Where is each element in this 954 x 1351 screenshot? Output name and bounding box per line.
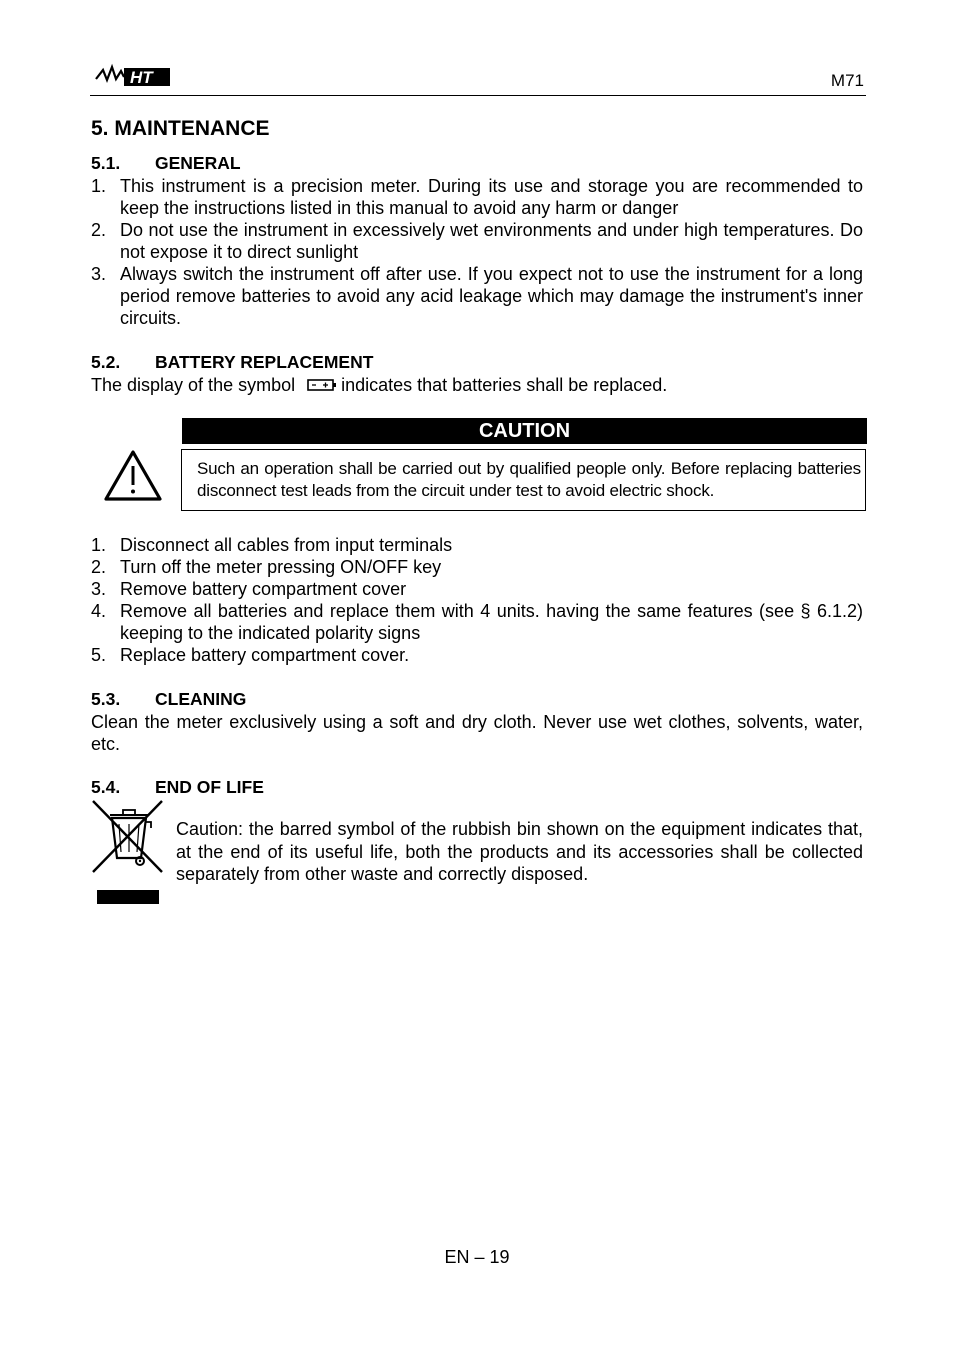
list-item: 1. Disconnect all cables from input terminals [91, 535, 453, 555]
warning-triangle-icon [103, 449, 163, 502]
list-item: 4. Remove all batteries and replace them with 4 units. having the same features (see § 6.1.2) keeping to the indicated polarity signs [91, 601, 863, 643]
section-heading-cleaning [91, 689, 246, 710]
section-number: 5.1. [91, 153, 121, 173]
caution-title: CAUTION [182, 418, 867, 444]
general-list [91, 175, 863, 329]
section-title: BATTERY REPLACEMENT [155, 352, 374, 372]
section-number: 5.2. [91, 352, 121, 372]
caution-box [181, 449, 866, 511]
list-item: 1. This instrument is a precision meter. During its use and storage you are recommended to keep the instructions listed in this manual to avoid any harm or danger [91, 176, 863, 218]
list-item: 2. Turn off the meter pressing ON/OFF key [91, 557, 442, 577]
svg-text:HT: HT [130, 68, 153, 87]
section-number: 5.3. [91, 689, 121, 709]
caution-text: Such an operation shall be carried out by qualified people only. Before replacing batteries disconnect test leads from the circuit under test to avoid electric shock. [197, 459, 861, 500]
section-number: 5.4. [91, 777, 121, 797]
page-number: EN – 19 [444, 1247, 510, 1267]
list-item: 3. Always switch the instrument off after use. If you expect not to use the instrument for a long period remove batteries to avoid any acid leakage which may damage the instrument's inner circuits. [91, 264, 863, 328]
crossed-out-bin-icon [90, 798, 166, 908]
ht-logo [94, 62, 172, 88]
end-of-life-text: Caution: the barred symbol of the rubbish bin shown on the equipment indicates that, at the end of its useful life, both the products and its accessories shall be collected separately from other waste and correctly disposed. [176, 819, 863, 884]
page-title: 5. MAINTENANCE [91, 117, 270, 140]
list-item: 3. Remove battery compartment cover [91, 579, 407, 599]
list-item: 2. Do not use the instrument in excessively wet environments and under high temperatures. Do not expose it to direct sunlight [91, 220, 863, 262]
low-battery-icon [307, 378, 337, 392]
section-title: END OF LIFE [155, 777, 264, 797]
battery-intro: The display of the symbol indicates that batteries shall be replaced. [91, 375, 668, 395]
section-heading-end-of-life [91, 777, 264, 798]
section-title: CLEANING [155, 689, 247, 709]
battery-steps [91, 534, 863, 666]
document-code: M71 [830, 71, 864, 90]
section-heading-general [91, 153, 241, 174]
list-item: 5. Replace battery compartment cover. [91, 645, 410, 665]
page-header [90, 62, 866, 96]
cleaning-text: Clean the meter exclusively using a soft and dry cloth. Never use wet clothes, solvents, water, etc. [91, 712, 863, 754]
section-title: GENERAL [155, 153, 241, 173]
section-heading-battery [91, 352, 373, 373]
